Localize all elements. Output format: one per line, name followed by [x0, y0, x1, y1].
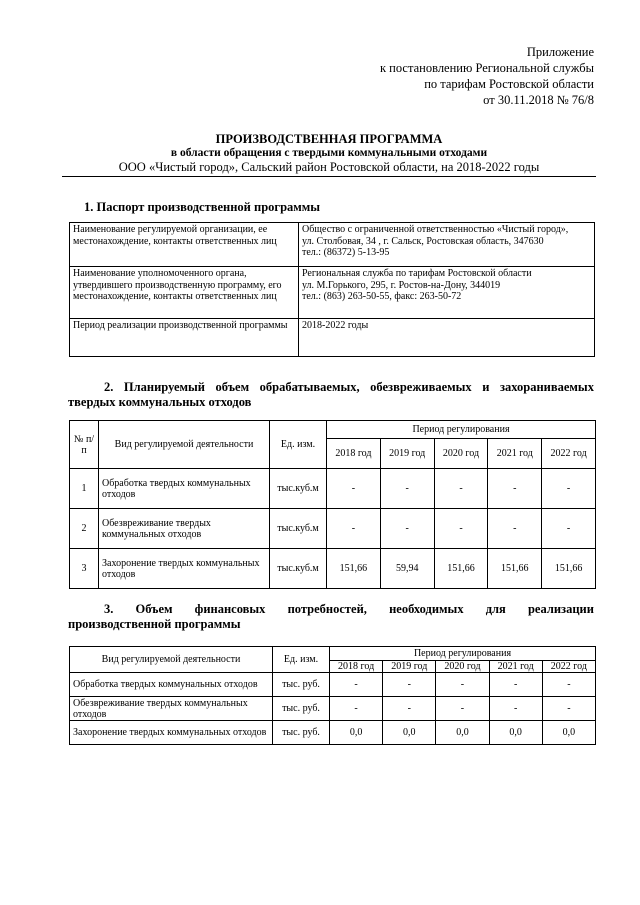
- passport-value-line: 2018-2022 годы: [302, 320, 369, 331]
- row-value: 0,0: [330, 721, 383, 745]
- row-value: -: [488, 469, 542, 509]
- row-num: 2: [70, 509, 99, 549]
- passport-value: [299, 267, 595, 319]
- passport-label: Наименование регулируемой организации, ее местонахождение, контакты ответственных лиц: [70, 223, 299, 267]
- passport-value: [299, 223, 595, 267]
- row-unit: тыс. руб.: [273, 673, 330, 697]
- appendix-line: к постановлению Региональной службы: [379, 61, 594, 75]
- heading-word: реализации: [527, 602, 594, 616]
- row-value: -: [542, 673, 595, 697]
- year-header: 2022 год: [542, 661, 595, 673]
- year-header: 2018 год: [327, 439, 381, 469]
- heading-word: Планируемый: [123, 380, 205, 394]
- row-value: -: [380, 469, 434, 509]
- row-num: 3: [70, 549, 99, 589]
- section2-heading: [68, 380, 594, 410]
- row-value: 0,0: [542, 721, 595, 745]
- col-unit-header: Ед. изм.: [270, 421, 327, 469]
- row-value: 151,66: [488, 549, 542, 589]
- heading-word: обезвреживаемых: [370, 380, 472, 394]
- row-unit: тыс.куб.м: [270, 509, 327, 549]
- row-unit: тыс.куб.м: [270, 469, 327, 509]
- table-header-row: [70, 421, 596, 439]
- organization-line: ООО «Чистый город», Сальский район Ростовской области, на 2018-2022 годы: [118, 160, 540, 174]
- table-row: [70, 549, 596, 589]
- row-value: 0,0: [489, 721, 542, 745]
- row-activity: Обезвреживание твердых коммунальных отходов: [99, 509, 270, 549]
- heading-word: захораниваемых: [499, 380, 594, 394]
- appendix-block: [380, 44, 594, 108]
- period-header: Период регулирования: [330, 647, 596, 661]
- table-row: [70, 223, 595, 267]
- row-value: 151,66: [327, 549, 381, 589]
- year-header: 2018 год: [330, 661, 383, 673]
- passport-value-line: ул. Столбовая, 34 , г. Сальск, Ростовская область, 347630: [302, 235, 544, 247]
- year-header: 2021 год: [489, 661, 542, 673]
- col-activity-header: Вид регулируемой деятельности: [99, 421, 270, 469]
- passport-value-line: тел.: (863) 263-50-55, факс: 263-50-72: [302, 291, 462, 302]
- heading-word: объем: [215, 380, 250, 394]
- year-header: 2021 год: [488, 439, 542, 469]
- row-unit: тыс. руб.: [273, 697, 330, 721]
- title-underline: [62, 176, 596, 177]
- passport-table: [69, 222, 595, 357]
- row-value: -: [330, 673, 383, 697]
- row-value: -: [542, 509, 596, 549]
- row-activity: Обработка твердых коммунальных отходов: [70, 673, 273, 697]
- row-value: -: [489, 673, 542, 697]
- row-value: -: [542, 697, 595, 721]
- section3-heading: [68, 602, 594, 632]
- period-header: Период регулирования: [327, 421, 596, 439]
- row-num: 1: [70, 469, 99, 509]
- row-value: -: [383, 673, 436, 697]
- heading-word: для: [485, 602, 506, 616]
- appendix-line: от 30.11.2018 № 76/8: [483, 93, 594, 107]
- table-row: [70, 469, 596, 509]
- col-num-header: № п/п: [70, 421, 99, 469]
- row-value: -: [383, 697, 436, 721]
- table-row: [70, 267, 595, 319]
- year-header: 2020 год: [434, 439, 488, 469]
- table-row: [70, 673, 596, 697]
- year-header: 2020 год: [436, 661, 489, 673]
- year-header: 2019 год: [380, 439, 434, 469]
- row-unit: тыс.куб.м: [270, 549, 327, 589]
- row-value: 59,94: [380, 549, 434, 589]
- row-activity: Обезвреживание твердых коммунальных отходов: [70, 697, 273, 721]
- row-value: -: [488, 509, 542, 549]
- table-row: [70, 509, 596, 549]
- row-value: -: [436, 697, 489, 721]
- passport-value: [299, 319, 595, 357]
- row-value: -: [327, 469, 381, 509]
- heading-word: обрабатываемых,: [259, 380, 360, 394]
- table-header-row: [70, 647, 596, 661]
- heading-line: твердых коммунальных отходов: [68, 395, 252, 409]
- row-value: -: [436, 673, 489, 697]
- row-value: -: [489, 697, 542, 721]
- heading-line: производственной программы: [68, 617, 241, 631]
- row-activity: Захоронение твердых коммунальных отходов: [99, 549, 270, 589]
- title-main: ПРОИЗВОДСТВЕННАЯ ПРОГРАММА: [215, 132, 443, 146]
- row-value: -: [327, 509, 381, 549]
- year-header: 2022 год: [542, 439, 596, 469]
- passport-label: Период реализации производственной программы: [70, 319, 299, 357]
- row-value: 0,0: [383, 721, 436, 745]
- heading-word: потребностей,: [287, 602, 367, 616]
- volume-table: [69, 420, 596, 589]
- passport-value-line: ул. М.Горького, 295, г. Ростов-на-Дону, 344019: [302, 279, 501, 291]
- table-row: [70, 697, 596, 721]
- heading-word: и: [482, 380, 490, 394]
- passport-value-line: Общество с ограниченной ответственностью «Чистый город»,: [302, 224, 569, 235]
- heading-word: Объем: [135, 602, 173, 616]
- col-unit-header: Ед. изм.: [273, 647, 330, 673]
- heading-word: необходимых: [389, 602, 464, 616]
- row-value: -: [330, 697, 383, 721]
- document-title: [62, 132, 596, 160]
- passport-label: Наименование уполномоченного органа, утвердившего производственную программу, его местонахождение, контакты ответственных лиц: [70, 267, 299, 319]
- row-value: 0,0: [436, 721, 489, 745]
- heading-word: 2.: [104, 380, 114, 394]
- col-activity-header: Вид регулируемой деятельности: [70, 647, 273, 673]
- row-value: -: [434, 509, 488, 549]
- row-value: -: [542, 469, 596, 509]
- passport-value-line: Региональная служба по тарифам Ростовской области: [302, 268, 532, 279]
- table-row: [70, 319, 595, 357]
- finance-table: [69, 646, 596, 745]
- row-value: -: [434, 469, 488, 509]
- appendix-line: Приложение: [526, 45, 594, 59]
- passport-value-line: тел.: (86372) 5-13-95: [302, 247, 390, 258]
- section1-heading: 1. Паспорт производственной программы: [84, 200, 321, 214]
- table-row: [70, 721, 596, 745]
- title-sub: в области обращения с твердыми коммунальными отходами: [170, 147, 488, 159]
- row-value: 151,66: [542, 549, 596, 589]
- year-header: 2019 год: [383, 661, 436, 673]
- row-value: -: [380, 509, 434, 549]
- heading-word: 3.: [104, 602, 114, 616]
- appendix-line: по тарифам Ростовской области: [424, 77, 594, 91]
- row-unit: тыс. руб.: [273, 721, 330, 745]
- row-activity: Обработка твердых коммунальных отходов: [99, 469, 270, 509]
- row-activity: Захоронение твердых коммунальных отходов: [70, 721, 273, 745]
- heading-word: финансовых: [194, 602, 266, 616]
- row-value: 151,66: [434, 549, 488, 589]
